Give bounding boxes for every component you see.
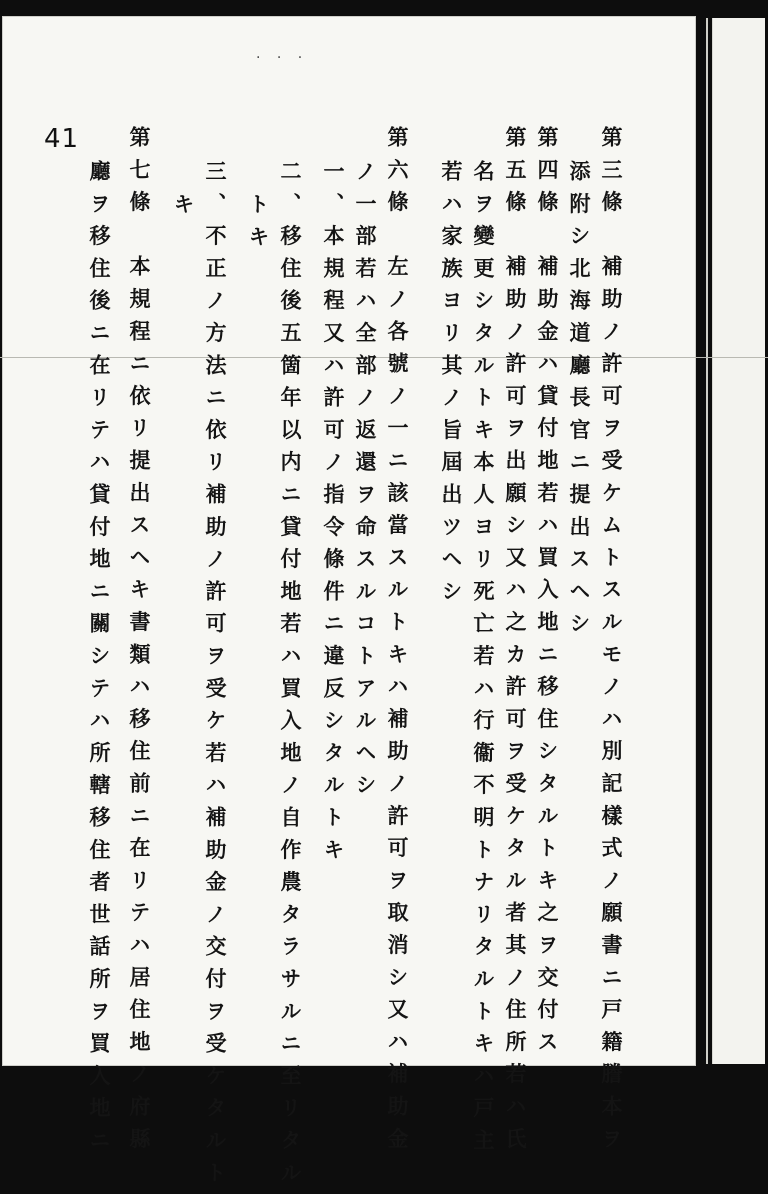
text-column-7: 第六條 左ノ各號ノ一ニ該當スルトキハ補助ノ許可ヲ取消シ又ハ補助金 [385, 126, 410, 1160]
text-column-15: 廳ヲ移住後ニ在リテハ貸付地ニ關シテハ所轄移住者世話所ヲ買入地ニ [87, 160, 112, 1162]
text-column-8: ノ一部若ハ全部ノ返還ヲ命スルコトアルヘシ [353, 160, 378, 806]
page-number: 41 [44, 124, 80, 154]
text-column-14: 第七條 本規程ニ依リ提出スヘキ書類ハ移住前ニ在リテハ居住地ノ府縣 [127, 126, 152, 1160]
page-gutter [706, 18, 708, 1064]
text-column-11: トキ [246, 193, 271, 258]
text-column-4: 第五條 補助ノ許可ヲ出願シ又ハ之カ許可ヲ受ケタル者其ノ住所若ハ氏 [503, 126, 528, 1160]
text-column-2: 添附シ北海道廳長官ニ提出スヘシ [567, 160, 592, 645]
text-column-3: 第四條 補助金ハ貸付地若ハ買入地ニ移住シタルトキ之ヲ交付ス [535, 126, 560, 1063]
text-column-1: 第三條 補助ノ許可ヲ受ケムトスルモノハ別記樣式ノ願書ニ戸籍謄本ヲ [599, 126, 624, 1160]
text-column-9: 一、本規程又ハ許可ノ指令條件ニ違反シタルトキ [321, 160, 346, 871]
adjacent-page-edge [712, 18, 765, 1064]
text-column-12: 三、不正ノ方法ニ依リ補助ノ許可ヲ受ケ若ハ補助金ノ交付ヲ受ケタルト [203, 160, 228, 1194]
text-column-5: 名ヲ變更シタルトキ本人ヨリ死亡若ハ行衞不明トナリタルトキハ戸主 [471, 160, 496, 1162]
decorative-dots: · · · [256, 50, 309, 66]
text-column-10: 二、移住後五箇年以内ニ貸付地若ハ買入地ノ自作農タラサルニ至リタル [278, 160, 303, 1194]
scan-fold-line [0, 357, 768, 358]
text-column-6: 若ハ家族ヨリ其ノ旨屆出ツヘシ [439, 160, 464, 613]
text-column-13: キ [171, 193, 196, 226]
